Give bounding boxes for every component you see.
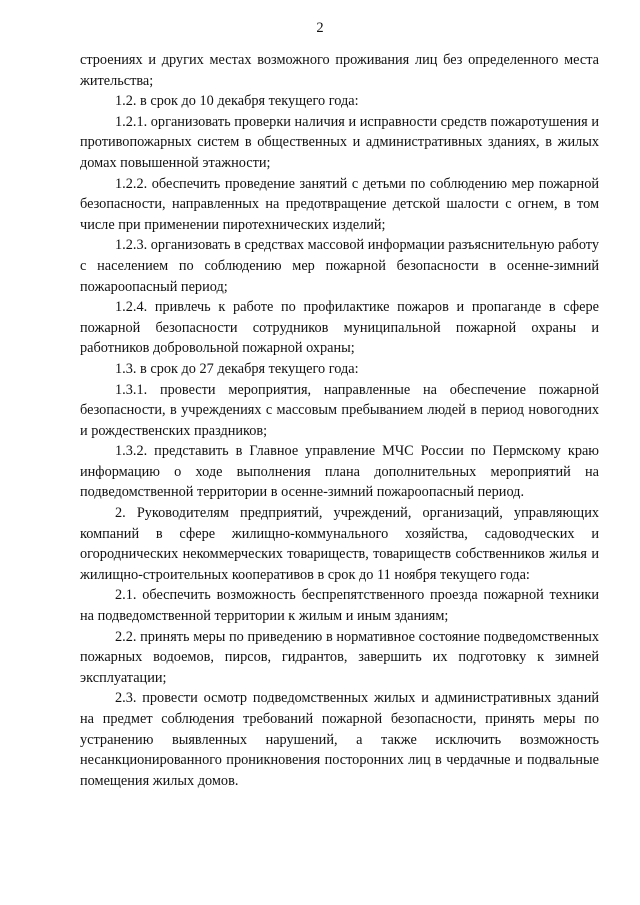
paragraph-1-2-4: 1.2.4. привлечь к работе по профилактике пожаров и пропаганде в сфере пожарной безопасности сотрудников муниципальной пожарной охраны и работников добровольной пожарной охраны; xyxy=(80,299,599,357)
document-body xyxy=(80,50,599,791)
paragraph-1-2-2: 1.2.2. обеспечить проведение занятий с детьми по соблюдению мер пожарной безопасности, направленных на предотвращение детской шалости с огнем, в том числе при применении пиротехнических изделий; xyxy=(80,175,599,233)
paragraph-1-2-1: 1.2.1. организовать проверки наличия и исправности средств пожаротушения и противопожарных систем в общественных и административных зданиях, в жилых домах повышенной этажности; xyxy=(80,113,599,171)
paragraph-1-3: 1.3. в срок до 27 декабря текущего года: xyxy=(115,360,359,377)
paragraph-1-2-3: 1.2.3. организовать в средствах массовой информации разъяснительную работу с населением по соблюдению мер пожарной безопасности в осенне-зимний пожароопасный период; xyxy=(80,237,599,295)
paragraph-continuation: строениях и других местах возможного проживания лиц без определенного места жительства; xyxy=(80,52,599,89)
paragraph-1-3-2: 1.3.2. представить в Главное управление МЧС России по Пермскому краю информацию о ходе выполнения плана дополнительных мероприятий на подведомственной территории в осенне-зимний пожароопасный период. xyxy=(80,443,599,501)
paragraph-2-1: 2.1. обеспечить возможность беспрепятственного проезда пожарной техники на подведомственной территории к жилым и иным зданиям; xyxy=(80,587,599,625)
paragraph-2-3: 2.3. провести осмотр подведомственных жилых и административных зданий на предмет соблюдения требований пожарной безопасности, принять меры по устранению выявленных нарушений, а также исключить возможность несанкционированного проникновения посторонних лиц в чердачные и подвальные помещения жилых домов. xyxy=(80,690,599,789)
paragraph-2: 2. Руководителям предприятий, учреждений, организаций, управляющих компаний в сфере жилищно-коммунального хозяйства, садоводческих и огороднических некоммерческих товариществ, товариществ собственников жилья и жилищно-строительных кооперативов в срок до 11 ноября текущего года: xyxy=(80,505,599,583)
page-number: 2 xyxy=(316,20,324,36)
paragraph-2-2: 2.2. принять меры по приведению в нормативное состояние подведомственных пожарных водоемов, пирсов, гидрантов, завершить их подготовку к зимней эксплуатации; xyxy=(80,628,599,686)
paragraph-1-2: 1.2. в срок до 10 декабря текущего года: xyxy=(115,93,359,110)
paragraph-1-3-1: 1.3.1. провести мероприятия, направленные на обеспечение пожарной безопасности, в учреждениях с массовым пребыванием людей в период новогодних и рождественских праздников; xyxy=(80,381,599,439)
